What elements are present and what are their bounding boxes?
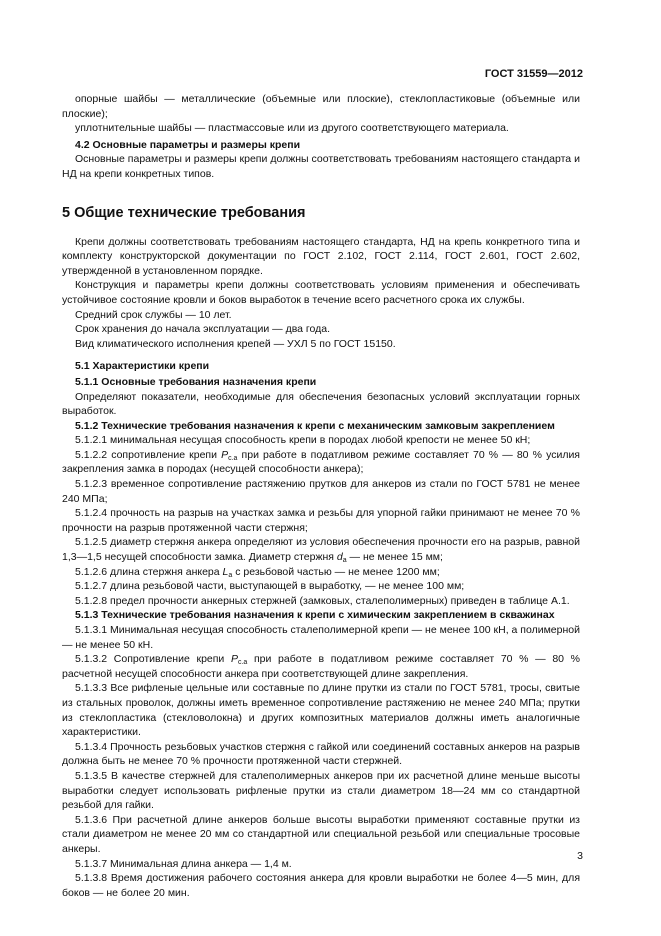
paragraph-text: Определяют показатели, необходимые для обеспечения безопасных условий эксплуатации горных выработок. bbox=[62, 390, 580, 418]
paragraph bbox=[62, 652, 580, 681]
paragraph-text: 5.1.3.4 Прочность резьбовых участков стержня с гайкой или соединений составных анкеров на разрыв должна быть не менее 70 % прочности протяженной части стержней. bbox=[62, 740, 580, 768]
paragraph-text: Вид климатического исполнения крепей — УХЛ 5 по ГОСТ 15150. bbox=[75, 337, 396, 350]
paragraph bbox=[62, 121, 580, 136]
symbol: L bbox=[222, 565, 229, 578]
paragraph-text: 5.1.2.3 временное сопротивление растяжению прутков для анкеров из стали по ГОСТ 5781 не менее 240 МПа; bbox=[62, 478, 580, 505]
symbol-subscript: а bbox=[228, 571, 233, 579]
paragraph bbox=[62, 322, 580, 337]
paragraph-text: 5.1.3.1 Минимальная несущая способность сталеполимерной крепи — не менее 100 кН, а полимерной — не менее 50 кН. bbox=[62, 624, 580, 651]
text-after-symbol: с резьбовой частью — не менее 1200 мм; bbox=[232, 565, 440, 578]
paragraph bbox=[62, 390, 580, 419]
paragraph-text: 5.1.3.5 В качестве стержней для сталеполимерных анкеров при их расчетной длине меньше высоты выработки следует использовать рифленые прутки из стали диаметром 18—24 мм со стандартной резьбой для гайки. bbox=[62, 769, 580, 812]
text-before-symbol: 5.1.2.6 длина стержня анкера bbox=[75, 565, 223, 578]
paragraph bbox=[62, 681, 580, 739]
paragraph-text: 5.1.2 Технические требования назначения к крепи с механическим замковым закреплением bbox=[75, 419, 555, 432]
paragraph bbox=[62, 579, 580, 594]
paragraph bbox=[62, 308, 580, 323]
paragraph bbox=[62, 506, 580, 535]
symbol: P bbox=[221, 448, 229, 461]
paragraph-text: 5.1.2.1 минимальная несущая способность крепи в породах любой крепости не менее 50 кН; bbox=[75, 434, 531, 447]
paragraph-text: 4.2 Основные параметры и размеры крепи bbox=[75, 138, 301, 151]
paragraph-text: 5.1.2.8 предел прочности анкерных стержней (замковых, сталеполимерных) приведен в таблице А.1. bbox=[75, 594, 570, 607]
section-heading bbox=[62, 204, 580, 222]
paragraph bbox=[62, 740, 580, 769]
paragraph-text: 5.1.2.7 длина резьбовой части, выступающей в выработку, — не менее 100 мм; bbox=[75, 580, 465, 593]
paragraph-text: Средний срок службы — 10 лет. bbox=[75, 308, 232, 321]
paragraph-text: 5.1.3.6 При расчетной длине анкеров больше высоты выработки применяют составные прутки из стали диаметром не менее 20 мм со стандартной или специальной резьбой или специальные тросовые анкеры. bbox=[62, 813, 580, 855]
subsection-heading bbox=[62, 359, 580, 374]
text-after-symbol: при работе в податливом режиме составляет 70 % — 80 % усилия закрепления замка в породах (несущей способности анкера); bbox=[62, 448, 580, 476]
paragraph-text: 5.1.2.4 прочность на разрыв на участках замка и резьбы для упорной гайки принимают не менее 70 % прочности на разрыв протяженной части стержня; bbox=[62, 507, 580, 534]
document-body bbox=[62, 92, 580, 900]
paragraph-text: уплотнительные шайбы — пластмассовые или из другого соответствующего материала. bbox=[75, 122, 509, 135]
paragraph-text: 5.1.1 Основные требования назначения крепи bbox=[75, 375, 317, 388]
paragraph bbox=[62, 152, 580, 181]
paragraph-text: Основные параметры и размеры крепи должны соответствовать требованиям настоящего стандарта и НД на крепи конкретных типов. bbox=[62, 153, 580, 180]
text-after-symbol: — не менее 15 мм; bbox=[346, 551, 443, 564]
paragraph bbox=[62, 477, 580, 506]
paragraph bbox=[62, 769, 580, 813]
paragraph bbox=[62, 565, 580, 580]
paragraph-text: опорные шайбы — металлические (объемные или плоские), стеклопластиковые (объемные или плоские); bbox=[62, 93, 580, 120]
paragraph bbox=[62, 594, 580, 609]
paragraph bbox=[62, 448, 580, 477]
symbol: P bbox=[230, 653, 238, 666]
paragraph bbox=[62, 278, 580, 307]
subsection-heading bbox=[62, 138, 580, 153]
paragraph bbox=[62, 623, 580, 652]
symbol-subscript: с.а bbox=[237, 659, 248, 667]
subsection-heading bbox=[62, 375, 580, 390]
paragraph-text: Крепи должны соответствовать требованиям настоящего стандарта, НД на крепь конкретного типа и комплекту конструкторской документации по ГОСТ 2.102, ГОСТ 2.114, ГОСТ 2.601, ГОСТ 2.602, утвержденной в установленном порядке. bbox=[62, 235, 580, 277]
paragraph bbox=[62, 433, 580, 448]
text-before-symbol: 5.1.3.2 Сопротивление крепи bbox=[75, 653, 231, 666]
page-number: 3 bbox=[577, 850, 583, 862]
text-after-symbol: при работе в податливом режиме составляет 70 % — 80 % расчетной несущей способности анкера при соответствующей длине закрепления. bbox=[62, 653, 580, 680]
paragraph-text: 5.1 Характеристики крепи bbox=[75, 360, 210, 373]
paragraph bbox=[62, 535, 580, 564]
paragraph-text: 5.1.3 Технические требования назначения к крепи с химическим закреплением в скважинах bbox=[75, 609, 555, 622]
paragraph-text: 5.1.3.7 Минимальная длина анкера — 1,4 м. bbox=[75, 857, 292, 870]
symbol: d bbox=[336, 551, 343, 564]
paragraph bbox=[62, 337, 580, 352]
paragraph-text: Срок хранения до начала эксплуатации — два года. bbox=[75, 323, 331, 336]
subsection-heading bbox=[62, 608, 580, 623]
symbol-subscript: а bbox=[342, 557, 347, 565]
paragraph-text: 5.1.3.3 Все рифленые цельные или составные по длине прутки из стали по ГОСТ 5781, тросы, свитые из стальных проволок, должны иметь временное сопротивление растяжению не менее 240 МПа; прутки из стеклопластика (стекловолокна) и других композитных материалов должны иметь аналогичные характеристики. bbox=[62, 682, 580, 739]
text-before-symbol: 5.1.2.2 сопротивление крепи bbox=[75, 448, 222, 461]
paragraph bbox=[62, 813, 580, 857]
paragraph-text: Конструкция и параметры крепи должны соответствовать условиям применения и обеспечивать устойчивое состояние кровли и боков выработок в течение всего расчетного срока их службы. bbox=[62, 279, 580, 306]
paragraph-text: 5.1.3.8 Время достижения рабочего состояния анкера для кровли выработки не более 4—5 мин, для боков — не более 20 мин. bbox=[62, 872, 580, 899]
document-header: ГОСТ 31559—2012 bbox=[484, 68, 583, 80]
symbol-subscript: с.а bbox=[228, 454, 238, 462]
paragraph bbox=[62, 235, 580, 279]
text-before-symbol: 5.1.2.5 диаметр стержня анкера определяют из условия обеспечения прочности его на разрыв, равной 1,3—1,5 несущей способности замка. Диаметр стержня bbox=[62, 536, 580, 564]
paragraph bbox=[62, 857, 580, 872]
subsection-heading bbox=[62, 419, 580, 434]
paragraph bbox=[62, 871, 580, 900]
paragraph-text: 5 Общие технические требования bbox=[62, 204, 306, 221]
paragraph bbox=[62, 92, 580, 121]
